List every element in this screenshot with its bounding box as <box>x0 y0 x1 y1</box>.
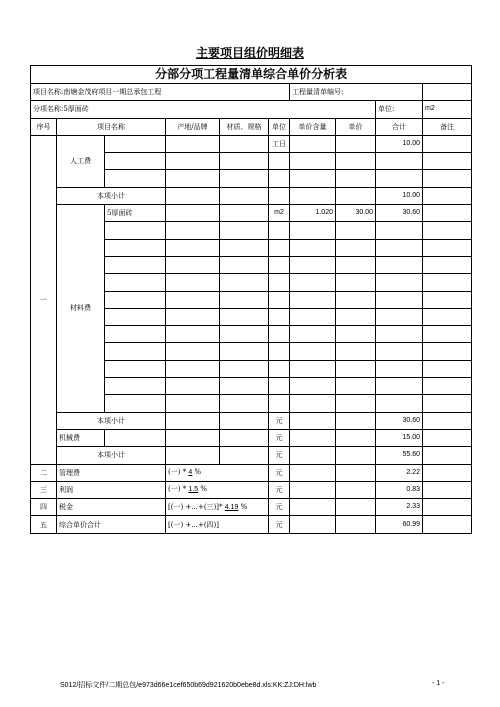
empty-cell <box>336 326 376 343</box>
empty-cell <box>423 256 472 273</box>
empty-cell <box>423 343 472 360</box>
material-subtotal-unit: 元 <box>269 412 290 429</box>
empty-cell <box>166 274 220 291</box>
profit-row <box>31 481 472 498</box>
empty-cell <box>220 378 269 395</box>
section1-seq: 一 <box>31 135 57 464</box>
empty-cell <box>220 447 269 464</box>
empty-cell <box>423 360 472 377</box>
header-seq: 序号 <box>31 118 57 135</box>
empty-cell <box>336 135 376 152</box>
empty-cell <box>423 135 472 152</box>
profit-total: 0.83 <box>376 481 423 498</box>
empty-cell <box>336 170 376 187</box>
sum-total: 60.99 <box>376 516 423 533</box>
empty-cell <box>290 291 336 308</box>
empty-cell <box>376 395 423 412</box>
tax-name: 税金 <box>57 499 166 516</box>
empty-cell <box>290 135 336 152</box>
empty-cell <box>269 256 290 273</box>
empty-cell <box>269 395 290 412</box>
section1-subtotal: 55.60 <box>376 447 423 464</box>
empty-cell <box>220 326 269 343</box>
empty-cell <box>290 222 336 239</box>
empty-cell <box>105 326 166 343</box>
header-content: 单价含量 <box>290 118 336 135</box>
empty-cell <box>336 308 376 325</box>
empty-cell <box>105 343 166 360</box>
empty-cell <box>336 274 376 291</box>
labor-subtotal-row <box>31 187 472 204</box>
empty-cell <box>336 395 376 412</box>
empty-cell <box>290 464 336 481</box>
empty-cell <box>166 360 220 377</box>
empty-cell <box>290 274 336 291</box>
tax-unit: 元 <box>269 499 290 516</box>
empty-cell <box>336 412 376 429</box>
header-origin: 产地/品牌 <box>166 118 220 135</box>
empty-cell <box>423 447 472 464</box>
material-subtotal-label: 本项小计 <box>57 412 166 429</box>
empty-cell <box>166 326 220 343</box>
empty-cell <box>269 378 290 395</box>
empty-cell <box>423 429 472 446</box>
empty-cell <box>336 153 376 170</box>
labor-label: 人工费 <box>57 135 105 187</box>
empty-cell <box>166 343 220 360</box>
empty-cell <box>166 395 220 412</box>
empty-cell <box>290 378 336 395</box>
empty-cell <box>220 205 269 222</box>
empty-cell <box>166 256 220 273</box>
empty-cell <box>336 464 376 481</box>
empty-cell <box>423 274 472 291</box>
empty-cell <box>290 153 336 170</box>
profit-unit: 元 <box>269 481 290 498</box>
empty-cell <box>376 308 423 325</box>
empty-cell <box>269 343 290 360</box>
empty-cell <box>166 429 220 446</box>
list-no-label: 工程量清单编号: <box>290 84 423 101</box>
empty-cell <box>105 170 166 187</box>
empty-cell <box>105 256 166 273</box>
unit-value: m2 <box>423 101 472 118</box>
empty-cell <box>105 239 166 256</box>
empty-cell <box>290 187 336 204</box>
labor-subtotal-label: 本项小计 <box>57 187 166 204</box>
profit-rate: 1.5 <box>188 486 199 494</box>
empty-cell <box>220 308 269 325</box>
machine-row <box>31 429 472 446</box>
header-price: 单价 <box>336 118 376 135</box>
empty-cell <box>336 291 376 308</box>
empty-cell <box>105 135 166 152</box>
empty-cell <box>290 516 336 533</box>
header-remark: 备注 <box>423 118 472 135</box>
labor-row-1 <box>31 135 472 152</box>
profit-formula: (一) * 1.5 % <box>166 481 269 498</box>
header-item: 项目名称 <box>57 118 166 135</box>
empty-cell <box>290 412 336 429</box>
empty-cell <box>166 308 220 325</box>
section1-subtotal-unit: 元 <box>269 447 290 464</box>
labor-total: 10.00 <box>376 135 423 152</box>
empty-cell <box>269 153 290 170</box>
empty-cell <box>336 256 376 273</box>
empty-cell <box>105 153 166 170</box>
empty-cell <box>376 360 423 377</box>
page-number: - 1 - <box>432 680 445 687</box>
material-content: 1.020 <box>290 205 336 222</box>
material-subtotal: 30.60 <box>376 412 423 429</box>
empty-cell <box>336 447 376 464</box>
analysis-table-wrapper <box>30 65 471 534</box>
empty-cell <box>376 170 423 187</box>
empty-cell <box>423 239 472 256</box>
empty-cell <box>166 447 220 464</box>
profit-name: 利润 <box>57 481 166 498</box>
mgmt-fee-row <box>31 464 472 481</box>
grand-total-row <box>31 516 472 533</box>
empty-cell <box>290 239 336 256</box>
analysis-table <box>30 65 472 534</box>
machine-unit: 元 <box>269 429 290 446</box>
item-name: 分项名称:5厚面砖 <box>31 101 376 118</box>
labor-subtotal: 10.00 <box>376 187 423 204</box>
empty-cell <box>423 516 472 533</box>
material-unit: m2 <box>269 205 290 222</box>
empty-cell <box>376 291 423 308</box>
empty-cell <box>105 378 166 395</box>
empty-cell <box>336 429 376 446</box>
material-total: 30.60 <box>376 205 423 222</box>
empty-cell <box>105 360 166 377</box>
empty-cell <box>166 153 220 170</box>
empty-cell <box>269 308 290 325</box>
empty-cell <box>290 170 336 187</box>
empty-cell <box>423 412 472 429</box>
empty-cell <box>166 378 220 395</box>
material-row-1 <box>31 205 472 222</box>
empty-cell <box>105 308 166 325</box>
empty-cell <box>290 360 336 377</box>
empty-cell <box>376 222 423 239</box>
empty-cell <box>105 395 166 412</box>
empty-cell <box>166 170 220 187</box>
mgmt-name: 管理费 <box>57 464 166 481</box>
empty-cell <box>269 326 290 343</box>
empty-cell <box>220 360 269 377</box>
empty-cell <box>105 274 166 291</box>
empty-cell <box>376 378 423 395</box>
mgmt-rate: 4 <box>188 469 193 477</box>
empty-cell <box>220 170 269 187</box>
tax-total: 2.33 <box>376 499 423 516</box>
profit-seq: 三 <box>31 481 57 498</box>
empty-cell <box>336 239 376 256</box>
empty-cell <box>423 205 472 222</box>
empty-cell <box>166 222 220 239</box>
sum-name: 综合单价合计 <box>57 516 166 533</box>
empty-cell <box>290 308 336 325</box>
material-label: 材料费 <box>57 205 105 413</box>
empty-cell <box>336 360 376 377</box>
empty-cell <box>423 395 472 412</box>
empty-cell <box>423 464 472 481</box>
empty-cell <box>220 187 269 204</box>
empty-cell <box>269 274 290 291</box>
empty-cell <box>269 360 290 377</box>
material-price: 30.00 <box>336 205 376 222</box>
empty-cell <box>376 153 423 170</box>
empty-cell <box>290 447 336 464</box>
empty-cell <box>220 135 269 152</box>
empty-cell <box>336 343 376 360</box>
empty-cell <box>220 395 269 412</box>
empty-cell <box>269 239 290 256</box>
section1-subtotal-row <box>31 447 472 464</box>
footer-path: S012/招标文件/二期总包/e973d66e1cef650b69d921620b0ebe8d.xls:KK:ZJ:DH:lwb <box>60 682 317 689</box>
sum-formula: [(一) +...+(四)] <box>166 516 269 533</box>
main-title: 主要项目组价明细表 <box>195 46 304 60</box>
sub-title: 分部分项工程量清单综合单价分析表 <box>31 66 472 84</box>
empty-cell <box>376 239 423 256</box>
mgmt-formula: (一) * 4 % <box>166 464 269 481</box>
empty-cell <box>166 187 220 204</box>
empty-cell <box>423 499 472 516</box>
header-total: 合计 <box>376 118 423 135</box>
machine-label: 机械费 <box>57 429 105 446</box>
empty-cell <box>220 343 269 360</box>
empty-cell <box>269 222 290 239</box>
empty-cell <box>376 256 423 273</box>
subtitle-row <box>31 66 472 84</box>
project-row <box>31 84 472 101</box>
labor-unit: 工日 <box>269 135 290 152</box>
sum-unit: 元 <box>269 516 290 533</box>
empty-cell <box>220 274 269 291</box>
empty-cell <box>220 256 269 273</box>
empty-cell <box>220 222 269 239</box>
empty-cell <box>220 291 269 308</box>
empty-cell <box>220 412 269 429</box>
material-subtotal-row <box>31 412 472 429</box>
material-item-name: 5厚面砖 <box>105 205 166 222</box>
mgmt-total: 2.22 <box>376 464 423 481</box>
empty-cell <box>423 291 472 308</box>
tax-rate: 4.19 <box>224 503 239 511</box>
empty-cell <box>336 378 376 395</box>
project-name: 项目名称:南塘金茂府项目一期总承包工程 <box>31 84 290 101</box>
tax-row <box>31 499 472 516</box>
item-row <box>31 101 472 118</box>
empty-cell <box>290 429 336 446</box>
header-material: 材质、规格 <box>220 118 269 135</box>
empty-cell <box>290 326 336 343</box>
empty-cell <box>166 412 220 429</box>
empty-cell <box>105 291 166 308</box>
empty-cell <box>166 239 220 256</box>
empty-cell <box>423 187 472 204</box>
tax-formula: [(一) +...+(三)]* 4.19 % <box>166 499 269 516</box>
sum-seq: 五 <box>31 516 57 533</box>
empty-cell <box>423 481 472 498</box>
empty-cell <box>423 222 472 239</box>
empty-cell <box>423 308 472 325</box>
empty-cell <box>290 395 336 412</box>
empty-cell <box>166 205 220 222</box>
empty-cell <box>290 343 336 360</box>
empty-cell <box>336 481 376 498</box>
empty-cell <box>423 170 472 187</box>
empty-cell <box>220 239 269 256</box>
empty-cell <box>105 429 166 446</box>
section1-subtotal-label: 本项小计 <box>57 447 166 464</box>
empty-cell <box>376 274 423 291</box>
empty-cell <box>336 499 376 516</box>
unit-label: 单位: <box>376 101 423 118</box>
empty-cell <box>423 153 472 170</box>
empty-cell <box>376 326 423 343</box>
header-unit: 单位 <box>269 118 290 135</box>
empty-cell <box>336 187 376 204</box>
mgmt-unit: 元 <box>269 464 290 481</box>
empty-cell <box>376 343 423 360</box>
empty-cell <box>166 135 220 152</box>
empty-cell <box>290 481 336 498</box>
empty-cell <box>166 291 220 308</box>
empty-cell <box>269 170 290 187</box>
empty-cell <box>336 516 376 533</box>
empty-cell <box>269 291 290 308</box>
empty-cell <box>290 499 336 516</box>
tax-seq: 四 <box>31 499 57 516</box>
empty-cell <box>269 187 290 204</box>
empty-cell <box>290 256 336 273</box>
empty-cell <box>220 429 269 446</box>
header-row <box>31 118 472 135</box>
list-no-value <box>423 84 472 101</box>
empty-cell <box>220 153 269 170</box>
empty-cell <box>336 222 376 239</box>
empty-cell <box>423 378 472 395</box>
mgmt-seq: 二 <box>31 464 57 481</box>
empty-cell <box>423 326 472 343</box>
empty-cell <box>105 222 166 239</box>
machine-total: 15.00 <box>376 429 423 446</box>
